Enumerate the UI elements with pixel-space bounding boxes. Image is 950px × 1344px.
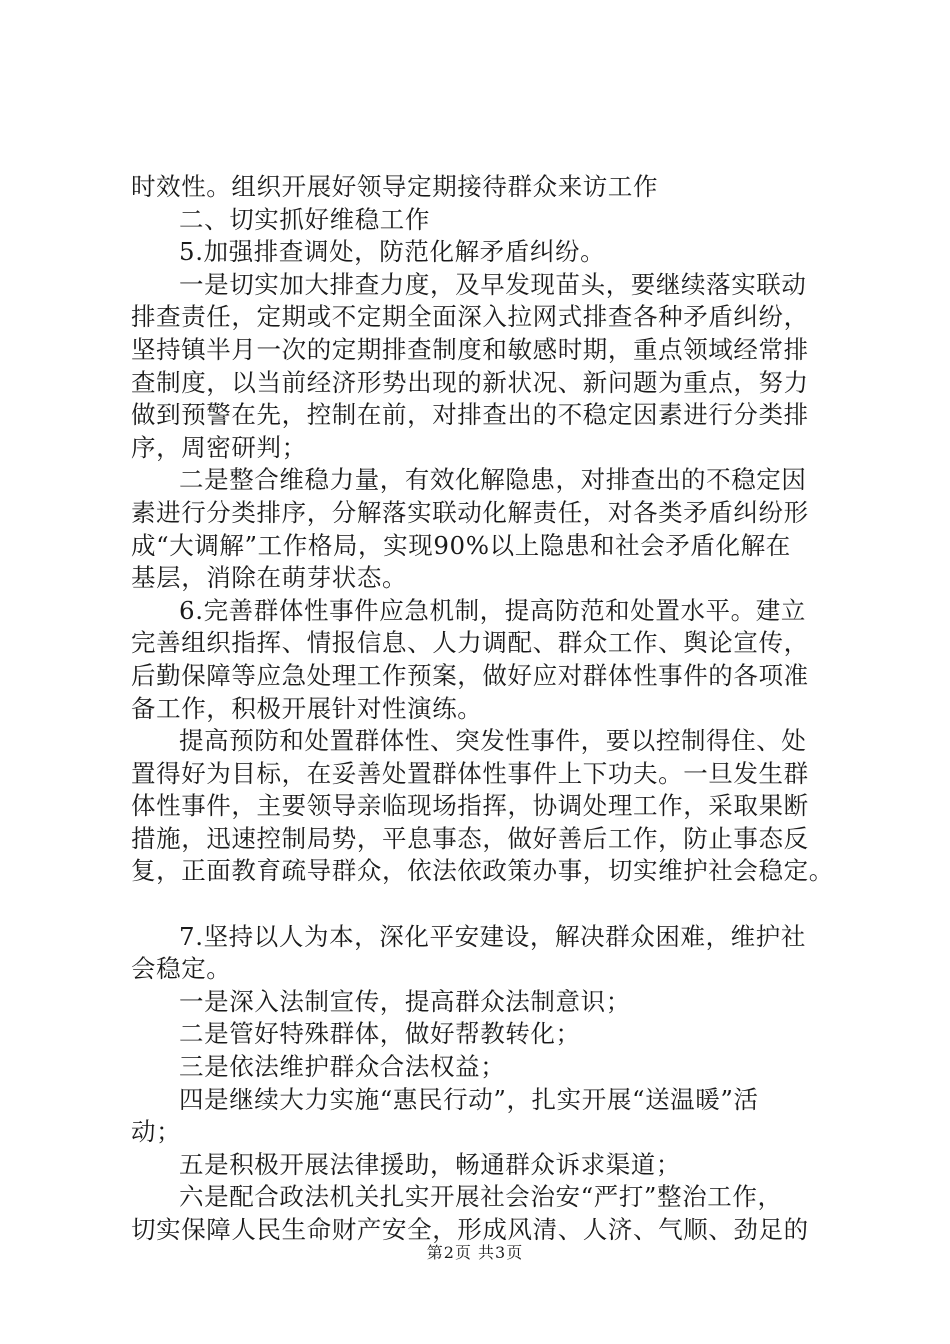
text-line: 备工作，积极开展针对性演练。 bbox=[131, 693, 483, 723]
text-line: 措施，迅速控制局势，平息事态，做好善后工作，防止事态反 bbox=[131, 823, 809, 853]
text-line: 复，正面教育疏导群众，依法依政策办事，切实维护社会稳定。 bbox=[131, 856, 834, 886]
item-heading: 6.完善群体性事件应急机制，提高防范和处置水平。建立 bbox=[179, 595, 806, 625]
text-line: 完善组织指挥、情报信息、人力调配、群众工作、舆论宣传， bbox=[131, 628, 809, 658]
list-item: 二是管好特殊群体，做好帮教转化； bbox=[179, 1019, 581, 1049]
item-heading: 7.坚持以人为本，深化平安建设，解决群众困难，维护社 bbox=[179, 921, 806, 951]
list-item: 四是继续大力实施“惠民行动”，扎实开展“送温暖”活 bbox=[179, 1084, 759, 1114]
text-line: 会稳定。 bbox=[131, 954, 232, 984]
list-item: 一是深入法制宣传，提高群众法制意识； bbox=[179, 986, 631, 1016]
page-number-footer: 第2页 共3页 bbox=[426, 1243, 524, 1262]
text-line: 切实保障人民生命财产安全，形成风清、人济、气顺、劲足的 bbox=[131, 1215, 809, 1244]
text-line: 基层，消除在萌芽状态。 bbox=[131, 563, 408, 593]
text-line: 时效性。组织开展好领导定期接待群众来访工作 bbox=[131, 172, 659, 201]
list-item: 五是积极开展法律援助，畅通群众诉求渠道； bbox=[179, 1149, 681, 1179]
document-body bbox=[131, 171, 851, 1247]
text-line: 提高预防和处置群体性、突发性事件，要以控制得住、处 bbox=[179, 726, 807, 756]
text-line: 坚持镇半月一次的定期排查制度和敏感时期，重点领域经常排 bbox=[131, 334, 809, 364]
text-line: 二是整合维稳力量，有效化解隐患，对排查出的不稳定因 bbox=[179, 465, 807, 495]
text-line: 体性事件，主要领导亲临现场指挥，协调处理工作，采取果断 bbox=[131, 791, 809, 821]
text-line: 动； bbox=[131, 1117, 182, 1147]
text-line: 置得好为目标，在妥善处置群体性事件上下功夫。一旦发生群 bbox=[131, 758, 809, 788]
list-item: 六是配合政法机关扎实开展社会治安“严打”整治工作， bbox=[179, 1182, 783, 1212]
text-line: 查制度，以当前经济形势出现的新状况、新问题为重点，努力 bbox=[131, 367, 809, 397]
text-line: 后勤保障等应急处理工作预案，做好应对群体性事件的各项准 bbox=[131, 660, 809, 690]
blank-line bbox=[131, 888, 851, 921]
text-line: 素进行分类排序，分解落实联动化解责任，对各类矛盾纠纷形 bbox=[131, 497, 809, 527]
text-line: 序，周密研判； bbox=[131, 432, 307, 462]
text-line: 成“大调解”工作格局，实现90%以上隐患和社会矛盾化解在 bbox=[131, 530, 791, 560]
item-heading: 5.加强排查调处，防范化解矛盾纠纷。 bbox=[179, 237, 606, 267]
text-line: 一是切实加大排查力度，及早发现苗头，要继续落实联动 bbox=[179, 269, 807, 299]
list-item: 三是依法维护群众合法权益； bbox=[179, 1052, 506, 1082]
section-heading: 二、切实抓好维稳工作 bbox=[179, 204, 430, 234]
text-line: 排查责任，定期或不定期全面深入拉网式排查各种矛盾纠纷， bbox=[131, 302, 809, 332]
text-line: 做到预警在先，控制在前，对排查出的不稳定因素进行分类排 bbox=[131, 400, 809, 430]
